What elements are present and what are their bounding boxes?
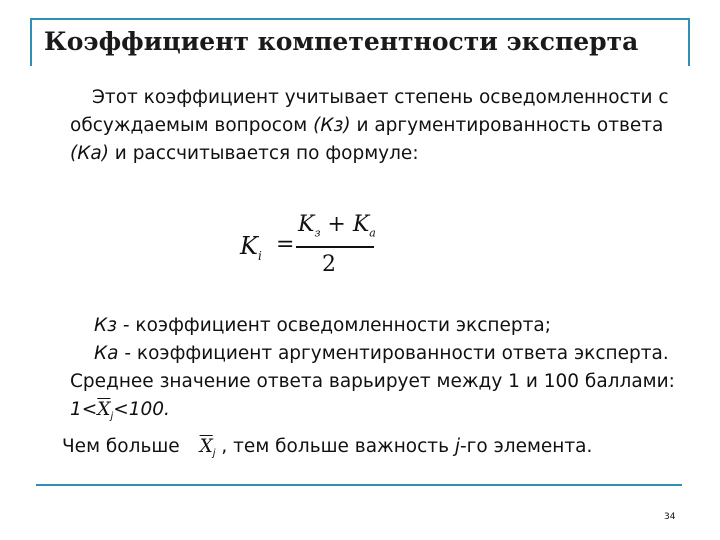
kz-term: Кз (94, 315, 117, 336)
importance-j: j (454, 436, 460, 457)
intro-text-1: Этот коэффициент учитывает степень осведомленности с обсуждаемым вопросом (70, 87, 669, 136)
ka-definition (70, 340, 690, 431)
importance-suffix: -го элемента. (460, 436, 593, 457)
page-number: 34 (664, 512, 676, 522)
importance-prefix: Чем больше (62, 436, 186, 457)
intro-text-3: и рассчитывается по формуле: (108, 143, 419, 164)
intro-ka: (Ка) (70, 143, 109, 164)
intro-kz: (Кз) (313, 115, 351, 136)
frame-right-line (688, 18, 690, 66)
range-start: 1< (70, 399, 98, 420)
competence-formula (240, 212, 390, 288)
formula-equals: = (276, 232, 295, 257)
ka-def-text: - коэффициент аргументированности ответа эксперта. Среднее значение ответа варьирует между 1 и 100 баллами: (70, 343, 675, 392)
kz-definition (70, 312, 690, 340)
x-subscript-2: j (212, 448, 216, 459)
importance-line (62, 436, 702, 459)
x-symbol-2: $\overline{X}$ (199, 436, 213, 457)
intro-paragraph (70, 84, 690, 168)
x-subscript: j (110, 411, 114, 422)
slide-title: Коэффициент компетентности эксперта (44, 27, 639, 56)
formula-lhs: $K_i$ (240, 232, 262, 263)
definitions-paragraph (70, 312, 690, 431)
formula-fraction-bar (296, 246, 374, 248)
formula-numerator: $K_з + K_а$ (298, 212, 376, 240)
range-end: <100. (113, 399, 170, 420)
intro-text-2: и аргументированность ответа (350, 115, 664, 136)
formula-denominator: 2 (322, 252, 336, 277)
bottom-rule (36, 484, 682, 486)
x-symbol: $\overline{X}$ (97, 399, 111, 420)
frame-top-line (30, 18, 690, 20)
importance-middle: , тем больше важность (215, 436, 455, 457)
kz-def-text: - коэффициент осведомленности эксперта; (116, 315, 551, 336)
ka-term: Ка (94, 343, 119, 364)
frame-left-line (30, 18, 32, 66)
